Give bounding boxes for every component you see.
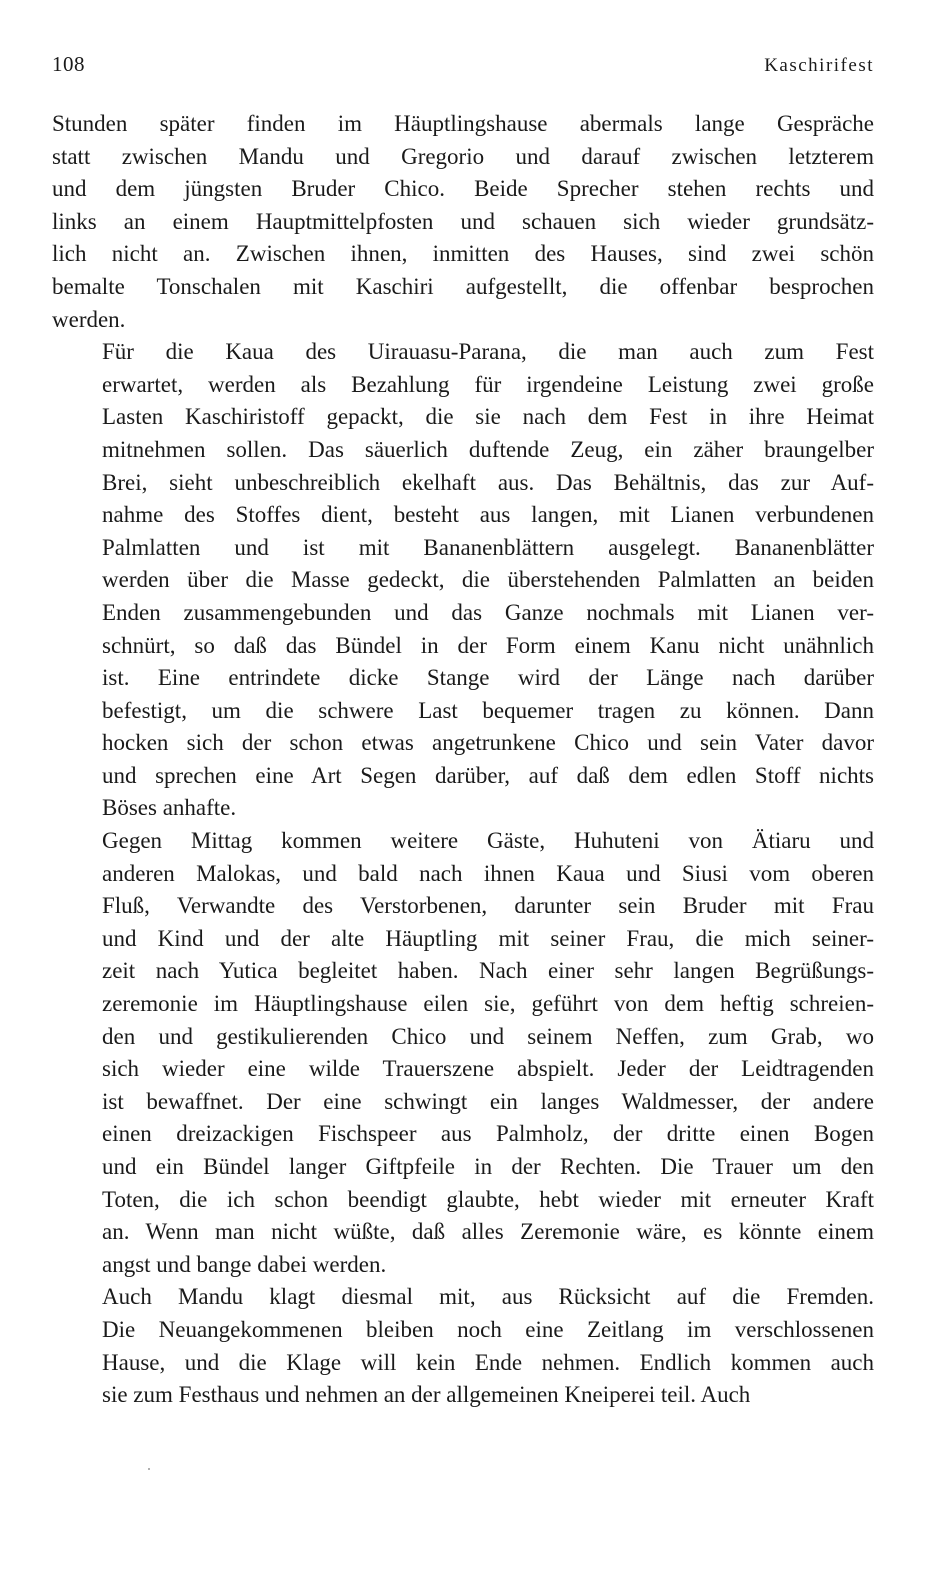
text-line: statt zwischen Mandu und Gregorio und darauf zwischen letzterem (52, 143, 874, 169)
page-number: 108 (52, 52, 85, 76)
text-line: zeit nach Yutica begleitet haben. Nach einer sehr langen Begrüßungs- (102, 958, 874, 984)
paragraph (52, 108, 874, 336)
text-line: befestigt, um die schwere Last bequemer tragen zu können. Dann (102, 697, 874, 723)
text-line: schnürt, so daß das Bündel in der Form einem Kanu nicht unähnlich (102, 632, 874, 658)
text-line: werden über die Masse gedeckt, die überstehenden Palmlatten an beiden (102, 567, 874, 593)
book-page (52, 52, 874, 1412)
text-line: und ein Bündel langer Giftpfeile in der Rechten. Die Trauer um den (102, 1154, 874, 1179)
text-line: an. Wenn man nicht wüßte, daß alles Zeremonie wäre, es könnte einem (102, 1219, 874, 1245)
text-line: Brei, sieht unbeschreiblich ekelhaft aus. Das Behältnis, das zur Auf- (102, 469, 874, 495)
text-line: Gegen Mittag kommen weitere Gäste, Huhuteni von Ätiaru und (102, 828, 874, 854)
paragraph (52, 825, 874, 1281)
text-line: nahme des Stoffes dient, besteht aus langen, mit Lianen verbundenen (102, 502, 874, 528)
text-line: hocken sich der schon etwas angetrunkene Chico und sein Vater davor (102, 730, 874, 756)
paper-speck (148, 1468, 150, 1470)
running-title: Kaschirifest (764, 55, 874, 76)
text-line: Fluß, Verwandte des Verstorbenen, darunter sein Bruder mit Frau (102, 893, 874, 919)
text-line: Toten, die ich schon beendigt glaubte, hebt wieder mit erneuter Kraft (102, 1186, 874, 1212)
text-line: Enden zusammengebunden und das Ganze nochmals mit Lianen ver- (102, 599, 874, 625)
text-line: mitnehmen sollen. Das säuerlich duftende Zeug, ein zäher braungelber (102, 436, 874, 462)
text-line: Für die Kaua des Uirauasu-Parana, die man auch zum Fest (102, 339, 874, 365)
text-line: angst und bange dabei werden. (102, 1251, 387, 1277)
text-line: Stunden später finden im Häuptlingshause abermals lange Gespräche (52, 111, 874, 136)
text-line: Böses anhafte. (102, 795, 237, 821)
text-line: sich wieder eine wilde Trauerszene abspielt. Jeder der Leidtragenden (102, 1056, 874, 1082)
text-line: bemalte Tonschalen mit Kaschiri aufgestellt, die offenbar besprochen (52, 273, 874, 299)
text-line: Die Neuangekommenen bleiben noch eine Zeitlang im verschlossenen (102, 1316, 874, 1342)
text-line: Auch Mandu klagt diesmal mit, aus Rücksicht auf die Fremden. (102, 1284, 874, 1310)
text-line: werden. (52, 306, 126, 332)
text-line: ist. Eine entrindete dicke Stange wird der Länge nach darüber (102, 665, 874, 691)
text-line: und dem jüngsten Bruder Chico. Beide Sprecher stehen rechts und (52, 176, 874, 202)
text-line: lich nicht an. Zwischen ihnen, inmitten des Hauses, sind zwei schön (52, 241, 874, 267)
body-text (52, 108, 874, 1412)
text-line: Hause, und die Klage will kein Ende nehmen. Endlich kommen auch (102, 1349, 874, 1375)
text-line: zeremonie im Häuptlingshause eilen sie, geführt von dem heftig schreien- (102, 991, 874, 1017)
text-line: anderen Malokas, und bald nach ihnen Kaua und Siusi vom oberen (102, 860, 874, 886)
text-line: links an einem Hauptmittelpfosten und schauen sich wieder grundsätz- (52, 208, 874, 234)
paragraph (52, 336, 874, 825)
text-line: und sprechen eine Art Segen darüber, auf daß dem edlen Stoff nichts (102, 762, 874, 788)
text-line: ist bewaffnet. Der eine schwingt ein langes Waldmesser, der andere (102, 1088, 874, 1114)
text-line: Palmlatten und ist mit Bananenblättern ausgelegt. Bananenblätter (102, 534, 874, 560)
text-line: erwartet, werden als Bezahlung für irgendeine Leistung zwei große (102, 371, 874, 397)
text-line: und Kind und der alte Häuptling mit seiner Frau, die mich seiner- (102, 925, 874, 951)
text-line: einen dreizackigen Fischspeer aus Palmholz, der dritte einen Bogen (102, 1121, 874, 1147)
paragraph (52, 1281, 874, 1411)
text-line: Lasten Kaschiristoff gepackt, die sie nach dem Fest in ihre Heimat (102, 404, 874, 430)
running-head (52, 52, 874, 88)
text-line: sie zum Festhaus und nehmen an der allgemeinen Kneiperei teil. Auch (102, 1382, 751, 1408)
text-line: den und gestikulierenden Chico und seinem Neffen, zum Grab, wo (102, 1023, 874, 1049)
